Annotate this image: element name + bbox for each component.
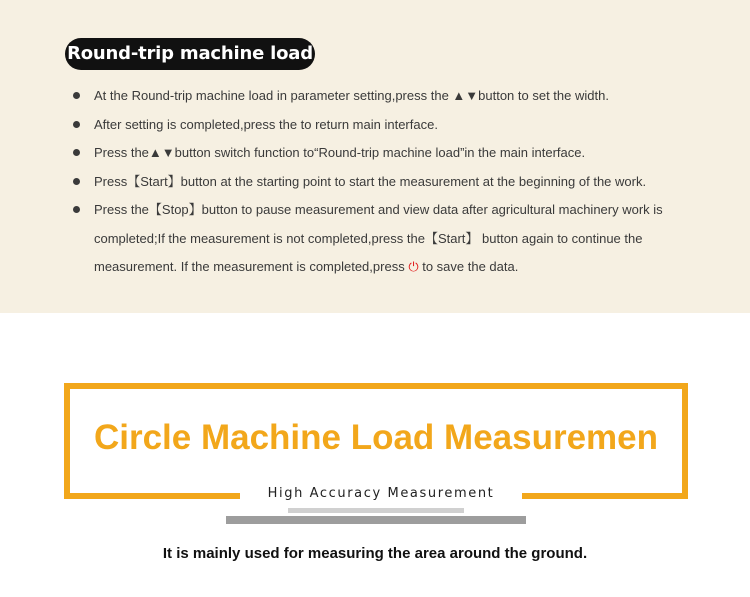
decorative-dot-line — [288, 508, 464, 513]
instruction-item — [70, 196, 690, 282]
instruction-text: Press the▲▼button switch function to“Round-trip machine load”in the main interface. — [94, 145, 586, 160]
tagline: It is mainly used for measuring the area around the ground. — [162, 545, 588, 562]
instruction-text: Press the【Stop】button to pause measurement and view data after agricultural machinery work is completed;If the measurement is not completed,press the【Start】 button again to continue the measurement. If the measurement is completed,press — [94, 202, 663, 274]
power-icon: ⏻ — [408, 259, 419, 274]
banner-title: Circle Machine Load Measuremen — [93, 418, 659, 457]
decorative-dot-line — [226, 516, 526, 524]
instruction-item — [70, 168, 690, 197]
instruction-list — [70, 82, 690, 282]
banner-subtitle: High Accuracy Measurement — [267, 486, 495, 501]
instruction-text: After setting is completed,press the to return main interface. — [94, 116, 438, 132]
instruction-text: At the Round-trip machine load in parameter setting,press the ▲▼button to set the width. — [94, 88, 609, 103]
instruction-item — [70, 139, 690, 168]
section-title-pill: Round-trip machine load — [65, 38, 315, 70]
instruction-item — [70, 111, 690, 140]
instruction-item — [70, 82, 690, 111]
instruction-text: to save the data. — [418, 259, 519, 274]
instruction-text: Press【Start】button at the starting point to start the measurement at the beginning of the work. — [94, 173, 647, 189]
